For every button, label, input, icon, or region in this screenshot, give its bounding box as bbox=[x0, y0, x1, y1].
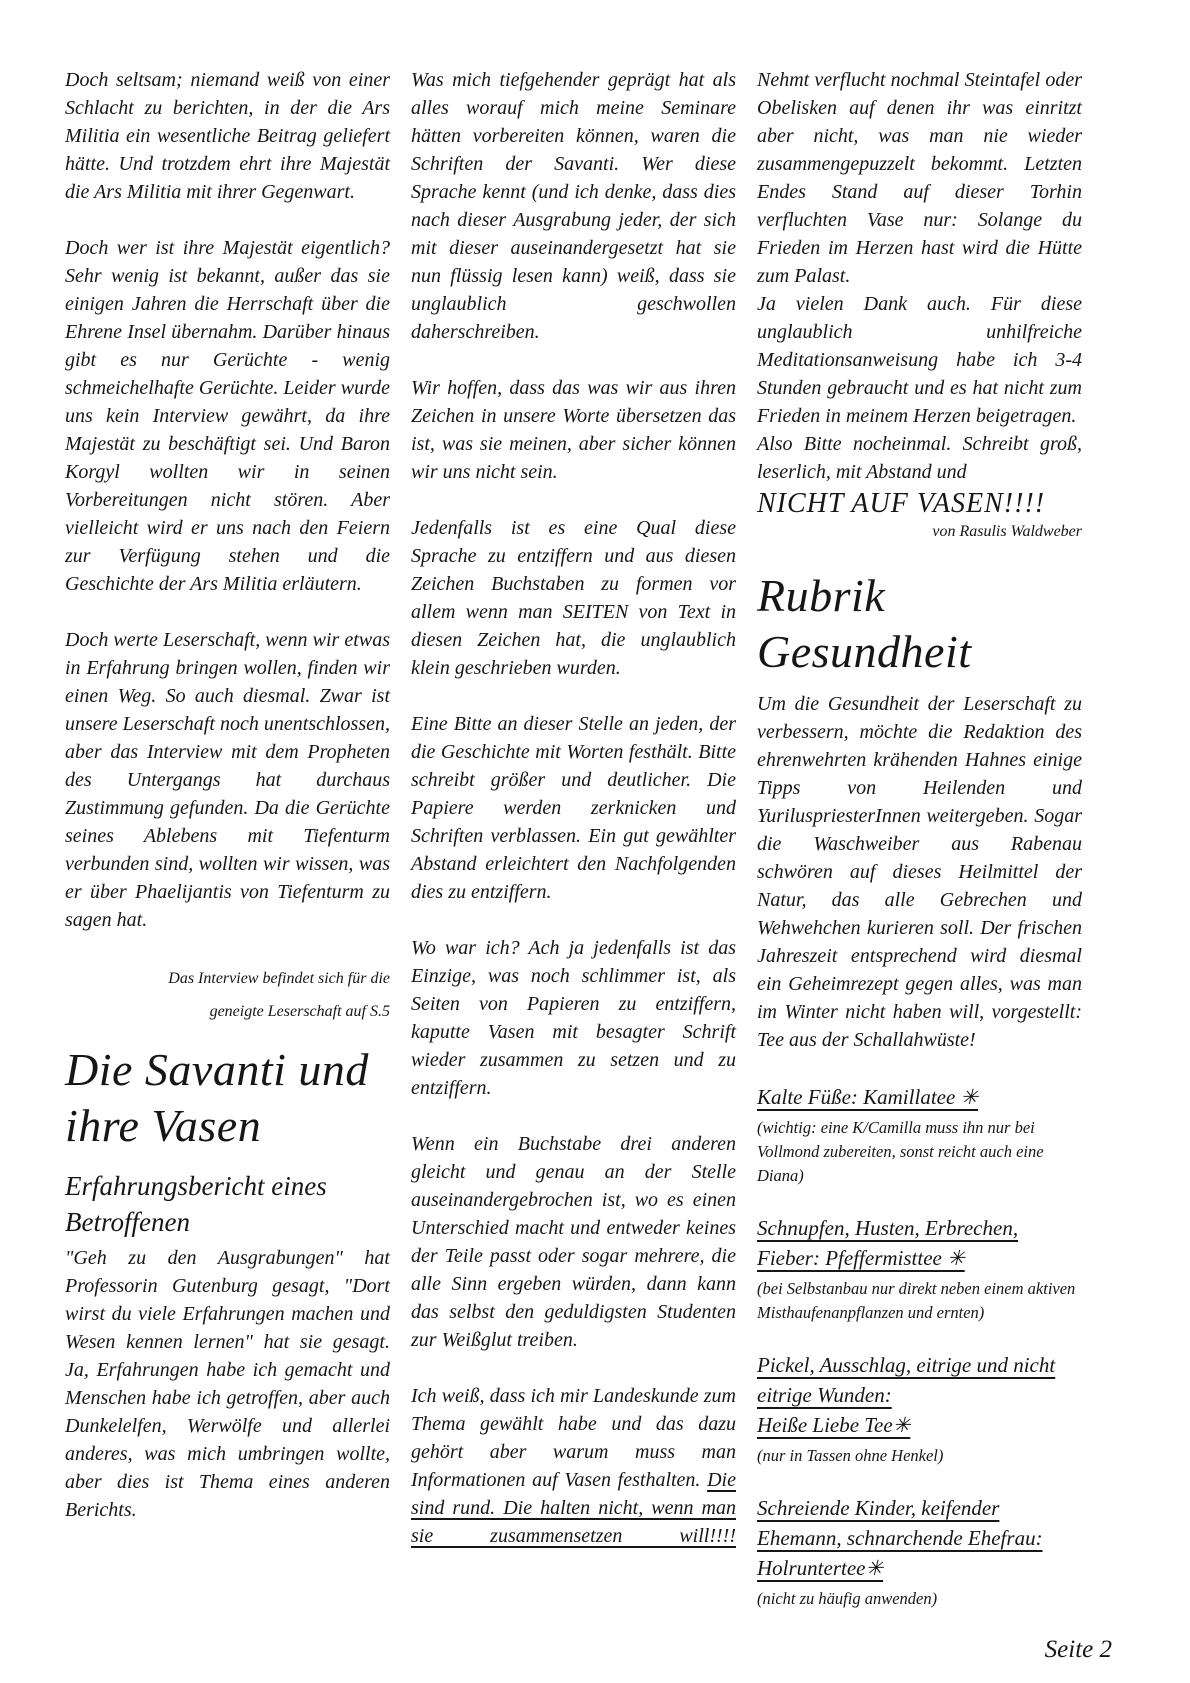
byline-author: von Rasulis Waldweber bbox=[932, 523, 1082, 540]
remedy-note: (wichtig: eine K/Camilla muss ihn nur bei Vollmond zubereiten, sonst reicht auch eine Diana) bbox=[757, 1118, 1044, 1185]
column-left bbox=[65, 66, 390, 1683]
article-paragraph: Doch wer ist ihre Majestät eigentlich? Sehr wenig ist bekannt, außer das sie einigen Jahren die Herrschaft über die Ehrene Insel übernahm. Darüber hinaus gibt es nur Gerüchte - wenig schmeichelhafte Gerüchte. Leider wurde uns kein Interview gewährt, da ihre Majestät zu beschäftigt sei. Und Baron Korgyl wollten wir in seinen Vorbereitungen nicht stören. Aber vielleicht wird er uns nach den Feiern zur Verfügung stehen und die Geschichte der Ars Militia erläutern. bbox=[65, 237, 390, 595]
remedy-note: (nicht zu häufig anwenden) bbox=[757, 1589, 938, 1608]
remedy-title-tea: Holruntertee✳ bbox=[757, 1556, 884, 1580]
article-paragraph: Also Bitte nocheinmal. Schreibt groß, leserlich, mit Abstand und bbox=[757, 433, 1082, 483]
shout-line-nicht-auf-vasen: NICHT AUF VASEN!!!! bbox=[757, 488, 1046, 519]
article-paragraph bbox=[411, 1382, 736, 1550]
article-paragraph: Jedenfalls ist es eine Qual diese Sprache zu entziffern und aus diesen Zeichen Buchstaben zu formen vor allem wenn man SEITEN von Text in diesen Zeichen hat, die unglaublich klein geschrieben wurden. bbox=[411, 517, 736, 679]
interview-note-line: Das Interview befindet sich für die bbox=[168, 970, 390, 987]
column-middle bbox=[411, 66, 736, 1683]
article-heading-rubrik-gesundheit: Rubrik Gesundheit bbox=[757, 570, 972, 677]
article-paragraph: Wenn ein Buchstabe drei anderen gleicht und genau an der Stelle auseinandergebrochen ist, wo es einen Unterschied macht und entweder keines der Teile passt oder sogar mehrere, die alle Sinn ergeben würden, dann kann das selbst den geduldigsten Studenten zur Weißglut treiben. bbox=[411, 1133, 736, 1351]
article-paragraph: Doch werte Leserschaft, wenn wir etwas in Erfahrung bringen wollen, finden wir einen Weg. So auch diesmal. Zwar ist unsere Leserschaft noch unentschlossen, aber das Interview mit dem Propheten des Untergangs hat durchaus Zustimmung gefunden. Da die Gerüchte seines Ablebens mit Tiefenturm verbunden sind, wollten wir wissen, was er über Phaelijantis von Tiefenturm zu sagen hat. bbox=[65, 629, 390, 931]
article-paragraph: Ja vielen Dank auch. Für diese unglaublich unhilfreiche Meditationsanweisung habe ich 3-4 Stunden gebraucht und es hat nicht zum Frieden in meinem Herzen beigetragen. bbox=[757, 293, 1082, 427]
article-paragraph: Wo war ich? Ach ja jedenfalls ist das Einzige, was noch schlimmer ist, als Seiten von Papieren zu entziffern, kaputte Vasen mit besagter Schrift wieder zusammen zu setzen und zu entziffern. bbox=[411, 937, 736, 1099]
interview-note bbox=[65, 962, 390, 1028]
remedy-note: (nur in Tassen ohne Henkel) bbox=[757, 1446, 944, 1465]
article-heading-savanti-vasen: Die Savanti und ihre Vasen bbox=[65, 1044, 369, 1151]
article-paragraph: Was mich tiefgehender geprägt hat als alles worauf mich meine Seminare hätten vorbereiten können, waren die Schriften der Savanti. Wer diese Sprache kennt (und ich denke, dass dies nach dieser Ausgrabung jeder, der sich mit dieser auseinandergesetzt hat sie nun flüssig lesen kann) weiß, dass sie unglaublich geschwollen daherschreiben. bbox=[411, 69, 736, 343]
paragraph-text: Ich weiß, dass ich mir Landeskunde zum Thema gewählt habe und das dazu gehört aber warum muss man Informationen auf Vasen festhalten. bbox=[411, 1385, 736, 1491]
article-paragraph: Wir hoffen, dass das was wir aus ihren Zeichen in unsere Worte übersetzen das ist, was sie meinen, aber sicher können wir uns nicht sein. bbox=[411, 377, 736, 483]
remedy-entry bbox=[757, 1082, 1082, 1188]
remedy-title: Kalte Füße: Kamillatee ✳ bbox=[757, 1085, 979, 1109]
article-paragraph: Um die Gesundheit der Leserschaft zu verbessern, möchte die Redaktion des ehrenwehrten krähenden Hahnes einige Tipps von Heilenden und YuriluspriesterInnen weitergeben. Sogar die Waschweiber aus Rabenau schwören auf dieses Heilmittel der Natur, das alle Gebrechen und Wehwehchen kurieren soll. Der frischen Jahreszeit entsprechend wird diesmal ein Geheimrezept gegen alles, was man im Winter nicht haben will, vorgestellt: Tee aus der Schallahwüste! bbox=[757, 693, 1082, 1051]
article-paragraph: "Geh zu den Ausgrabungen" hat Professorin Gutenburg gesagt, "Dort wirst du viele Erfahrungen machen und Wesen kennen lernen" hat sie gesagt. Ja, Erfahrungen habe ich gemacht und Menschen habe ich getroffen, aber auch Dunkelelfen, Werwölfe und allerlei anderes, was mich umbringen wollte, aber dies ist Thema eines anderen Berichts. bbox=[65, 1247, 390, 1521]
remedy-title: Schnupfen, Husten, Erbrechen, Fieber: Pfeffermisttee ✳ bbox=[757, 1216, 1019, 1270]
remedy-title: Schreiende Kinder, keifender Ehemann, schnarchende Ehefrau: bbox=[757, 1496, 1043, 1550]
underlined-emphasis-text: Die sind rund. Die halten nicht, wenn man sie zusammensetzen will!!!! bbox=[411, 1469, 736, 1547]
article-paragraph: Doch seltsam; niemand weiß von einer Schlacht zu berichten, in der die Ars Militia ein wesentliche Beitrag geliefert hätte. Und trotzdem ehrt ihre Majestät die Ars Militia mit ihrer Gegenwart. bbox=[65, 69, 390, 203]
article-paragraph: Eine Bitte an dieser Stelle an jeden, der die Geschichte mit Worten festhält. Bitte schreibt größer und deutlicher. Die Papiere werden zerknicken und Schriften verblassen. Ein gut gewählter Abstand erleichtert den Nachfolgenden dies zu entziffern. bbox=[411, 713, 736, 903]
article-paragraph: Nehmt verflucht nochmal Steintafel oder Obelisken auf denen ihr was einritzt aber nicht, was man nie wieder zusammengepuzzelt bekommt. Letzten Endes Stand auf dieser Torhin verfluchten Vase nur: Solange du Frieden im Herzen hast wird die Hütte zum Palast. bbox=[757, 69, 1082, 287]
remedy-title-tea: Heiße Liebe Tee✳ bbox=[757, 1413, 911, 1437]
remedy-entry bbox=[757, 1213, 1082, 1325]
remedy-entry bbox=[757, 1493, 1082, 1611]
column-right bbox=[757, 66, 1082, 1683]
interview-note-line: geneigte Leserschaft auf S.5 bbox=[209, 1003, 390, 1020]
page-number: Seite 2 bbox=[1044, 1636, 1112, 1663]
remedy-note: (bei Selbstanbau nur direkt neben einem aktiven Misthaufenanpflanzen und ernten) bbox=[757, 1279, 1076, 1322]
article-subheading-erfahrungsbericht: Erfahrungsbericht eines Betroffenen bbox=[65, 1171, 327, 1237]
remedy-title: Pickel, Ausschlag, eitrige und nicht eitrige Wunden: bbox=[757, 1353, 1056, 1407]
remedy-entry bbox=[757, 1350, 1082, 1468]
